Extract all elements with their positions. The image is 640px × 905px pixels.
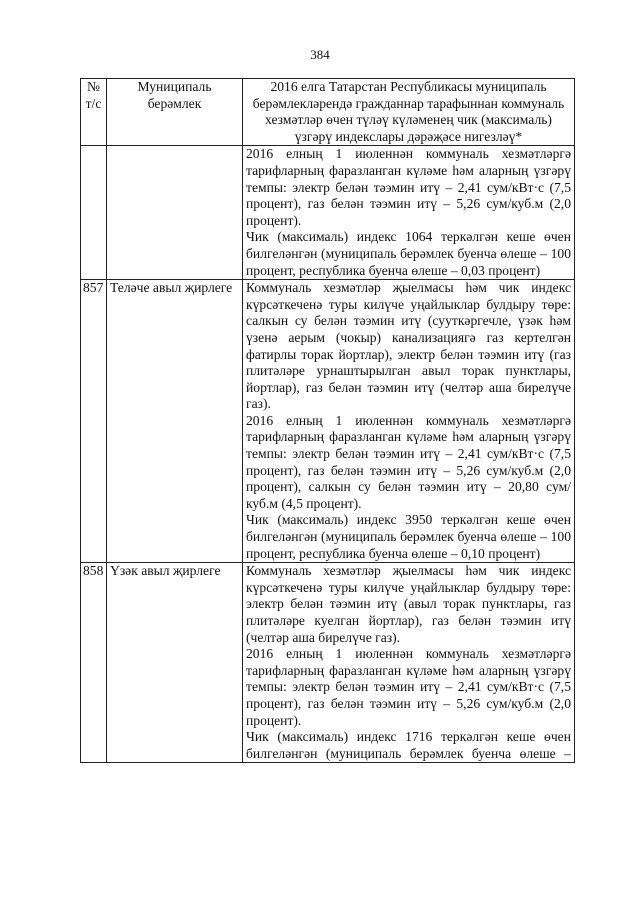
- header-municipality: Муниципаль берәмлек: [107, 79, 243, 146]
- row-number: 858: [81, 563, 107, 763]
- row-paragraph: 2016 елның 1 июленнән коммуналь хезмәтләргә тарифларның фаразланган күләме һәм аларның үзгәрү темпы: электр белән тәэмин итү – 2,41 сум/кВт·с (7,5 процент), газ белән тәэмин итү – 5,26 сум/куб.м (2,0 процент), салкын су белән тәэмин итү – 20,80 сум/куб.м (4,5 процент).: [246, 412, 571, 511]
- row-number: 857: [81, 280, 107, 563]
- row-description: [243, 563, 575, 763]
- table-row: [81, 280, 575, 563]
- row-paragraph: Коммуналь хезмәтләр җыелмасы һәм чик индекс күрсәткеченә туры килүче уңайлыклар булдыру төре: электр белән тәэмин итү (авыл торак пунктлары, газ плитәләре куелган йортлар), газ белән тәэмин итү (челтәр аша бирелүче газ).: [246, 563, 571, 645]
- row-paragraph: Чик (максималь) индекс 1064 теркәлгән кеше өчен билгеләнгән (муниципаль берәмлек буенча өлеше – 100 процент, республика буенча өлеше – 0,03 процент): [246, 229, 571, 278]
- table-header-row: [81, 79, 575, 146]
- table-row: [81, 563, 575, 763]
- header-description: 2016 елга Татарстан Республикасы муниципаль берәмлекләрендә гражданнар тарафыннан коммуналь хезмәтләр өчен түләү күләменең чик (максималь) үзгәрү индекслары дәрәҗәсе нигезләү*: [243, 79, 575, 146]
- row-paragraph: Чик (максималь) индекс 1716 теркәлгән кеше өчен билгеләнгән (муниципаль берәмлек буенча өлеше –: [246, 729, 571, 761]
- row-paragraph: 2016 елның 1 июленнән коммуналь хезмәтләргә тарифларның фаразланган күләме һәм аларның үзгәрү темпы: электр белән тәэмин итү – 2,41 сум/кВт·с (7,5 процент), газ белән тәэмин итү – 5,26 сум/куб.м (2,0 процент).: [246, 646, 571, 728]
- row-municipality: Үзәк авыл җирлеге: [107, 563, 243, 763]
- table-row: [81, 146, 575, 280]
- row-paragraph: 2016 елның 1 июленнән коммуналь хезмәтләргә тарифларның фаразланган күләме һәм аларның үзгәрү темпы: электр белән тәэмин итү – 2,41 сум/кВт·с (7,5 процент), газ белән тәэмин итү – 5,26 сум/куб.м (2,0 процент).: [246, 146, 571, 228]
- row-description: [243, 146, 575, 280]
- row-description: [243, 280, 575, 563]
- row-number: [81, 146, 107, 280]
- row-municipality: [107, 146, 243, 280]
- row-municipality: Теләче авыл җирлеге: [107, 280, 243, 563]
- index-table: [80, 78, 575, 763]
- row-paragraph: Коммуналь хезмәтләр җыелмасы һәм чик индекс күрсәткеченә туры килүче уңайлыклар булдыру төре: салкын су белән тәэмин итү (сууткәргечле, үзәк һәм үзенә аерым (чокыр) канализациягә газ кертелгән фатирлы торак йортлар), электр белән тәэмин итү (газ плитәләре урнаштырылган авыл торак пунктлары, йортлар), газ белән тәэмин итү (челтәр аша бирелүче газ).: [246, 280, 571, 412]
- header-number: № т/с: [81, 79, 107, 146]
- row-paragraph: Чик (максималь) индекс 3950 теркәлгән кеше өчен билгеләнгән (муниципаль берәмлек буенча өлеше – 100 процент, республика буенча өлеше – 0,10 процент): [246, 512, 571, 561]
- page-number: 384: [310, 47, 330, 62]
